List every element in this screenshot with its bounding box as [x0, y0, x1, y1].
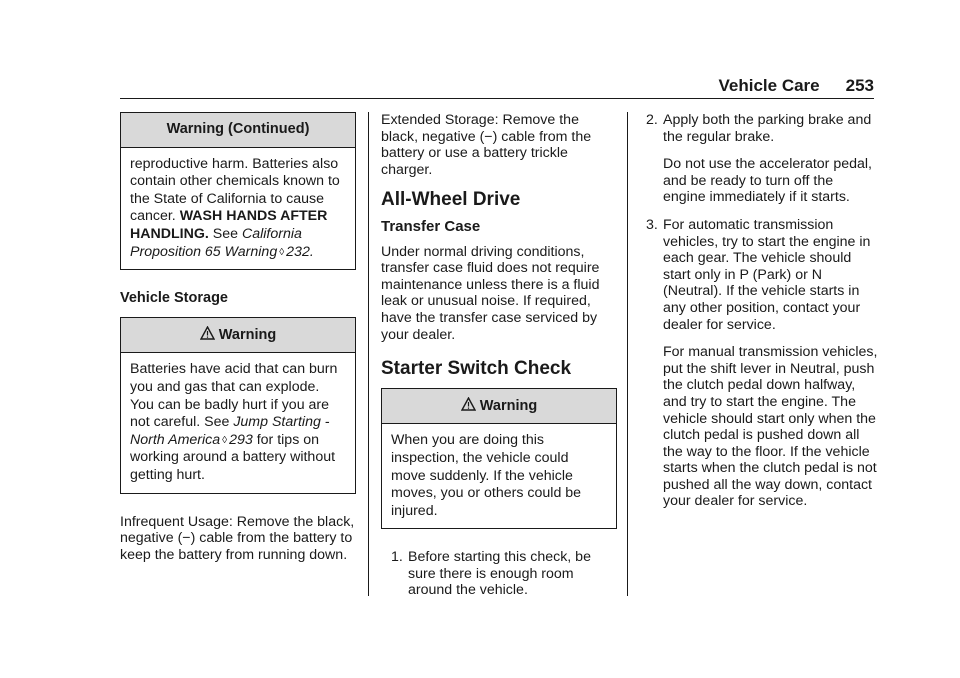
- step-number: 2.: [646, 112, 658, 128]
- extended-storage-text: Extended Storage: Remove the black, negative (−) cable from the battery or use a battery trickle charger.: [381, 112, 592, 178]
- warning-continued-title: Warning (Continued): [121, 113, 355, 148]
- awd-heading: All-Wheel Drive: [381, 189, 521, 211]
- starter-switch-heading: Starter Switch Check: [381, 358, 572, 380]
- column-divider: [368, 112, 369, 596]
- reference-triangle-icon: ◊: [279, 246, 285, 258]
- section-title: Vehicle Care: [718, 76, 820, 95]
- page-header: [719, 76, 875, 96]
- jump-starting-link[interactable]: Jump Starting - North America: [130, 414, 330, 448]
- battery-warning-text: Batteries have acid that can burn you and gas that can explode. You can be badly hurt if you are not careful. See: [130, 361, 338, 431]
- see-text: See: [212, 225, 239, 242]
- column-3: [646, 112, 878, 521]
- wash-hands-text: WASH HANDS AFTER HANDLING.: [130, 208, 328, 242]
- starter-warning-box: [381, 388, 617, 530]
- battery-warning-body: [121, 353, 355, 492]
- step-text: For automatic transmission vehicles, try to start the engine in each gear. The vehicle should start only in P (Park) or N (Neutral). If the vehicle starts in any other position, contact your dealer for service.: [663, 216, 871, 333]
- step-text: For manual transmission vehicles, put the shift lever in Neutral, push the clutch pedal down halfway, and try to start the engine. The vehicle should start only when the clutch pedal is pushed down all the way to the floor. If the vehicle starts when the clutch pedal is not pushed all the way down, contact your dealer for service.: [663, 344, 878, 510]
- warning-continued-box: [120, 112, 356, 270]
- transfer-case-text: Under normal driving conditions, transfer case fluid does not require maintenance unless there is a fluid leak or unusual noise. If required, have the transfer case serviced by your dealer.: [381, 243, 600, 343]
- step-text: Apply both the parking brake and the regular brake.: [663, 112, 872, 145]
- battery-warning-title: Warning: [218, 326, 277, 343]
- warning-icon: [461, 397, 476, 411]
- starter-warning-title: Warning: [479, 397, 538, 414]
- column-2: [381, 112, 617, 610]
- battery-warning-text-after: for tips on working around a battery without getting hurt.: [130, 431, 336, 483]
- warning-continued-body: [121, 148, 355, 270]
- list-item: [646, 112, 878, 206]
- step-number: 1.: [391, 549, 403, 566]
- step-number: 3.: [646, 216, 658, 233]
- period: .: [309, 243, 314, 260]
- step-text: Before starting this check, be sure there is enough room around the vehicle.: [408, 549, 591, 599]
- page-number: 253: [845, 76, 874, 95]
- header-rule: [120, 98, 874, 99]
- list-item: [381, 549, 617, 599]
- battery-warning-title-row: [121, 318, 355, 354]
- warning-continued-text: reproductive harm. Batteries also contain other chemicals known to the State of California to cause cancer.: [130, 155, 340, 225]
- infrequent-usage-text: Infrequent Usage: Remove the black, negative (−) cable from the battery to keep the battery from running down.: [120, 513, 355, 563]
- reference-triangle-icon: ◊: [222, 434, 228, 446]
- warning-icon: [200, 326, 215, 340]
- battery-warning-box: [120, 317, 356, 494]
- column-divider: [627, 112, 628, 596]
- jump-starting-page[interactable]: 293: [229, 431, 253, 448]
- starter-warning-body: When you are doing this inspection, the vehicle could move suddenly. If the vehicle moves, you or others could be injured.: [391, 432, 582, 519]
- prop65-page[interactable]: 232: [286, 243, 310, 260]
- list-item: [646, 217, 878, 510]
- prop65-link[interactable]: California Proposition 65 Warning: [130, 225, 302, 260]
- column-1: [120, 112, 356, 563]
- starter-warning-title-row: [382, 389, 616, 425]
- step-text: Do not use the accelerator pedal, and be ready to turn off the engine immediately if it starts.: [663, 156, 873, 206]
- transfer-case-heading: Transfer Case: [381, 217, 481, 235]
- vehicle-storage-heading: Vehicle Storage: [120, 290, 228, 307]
